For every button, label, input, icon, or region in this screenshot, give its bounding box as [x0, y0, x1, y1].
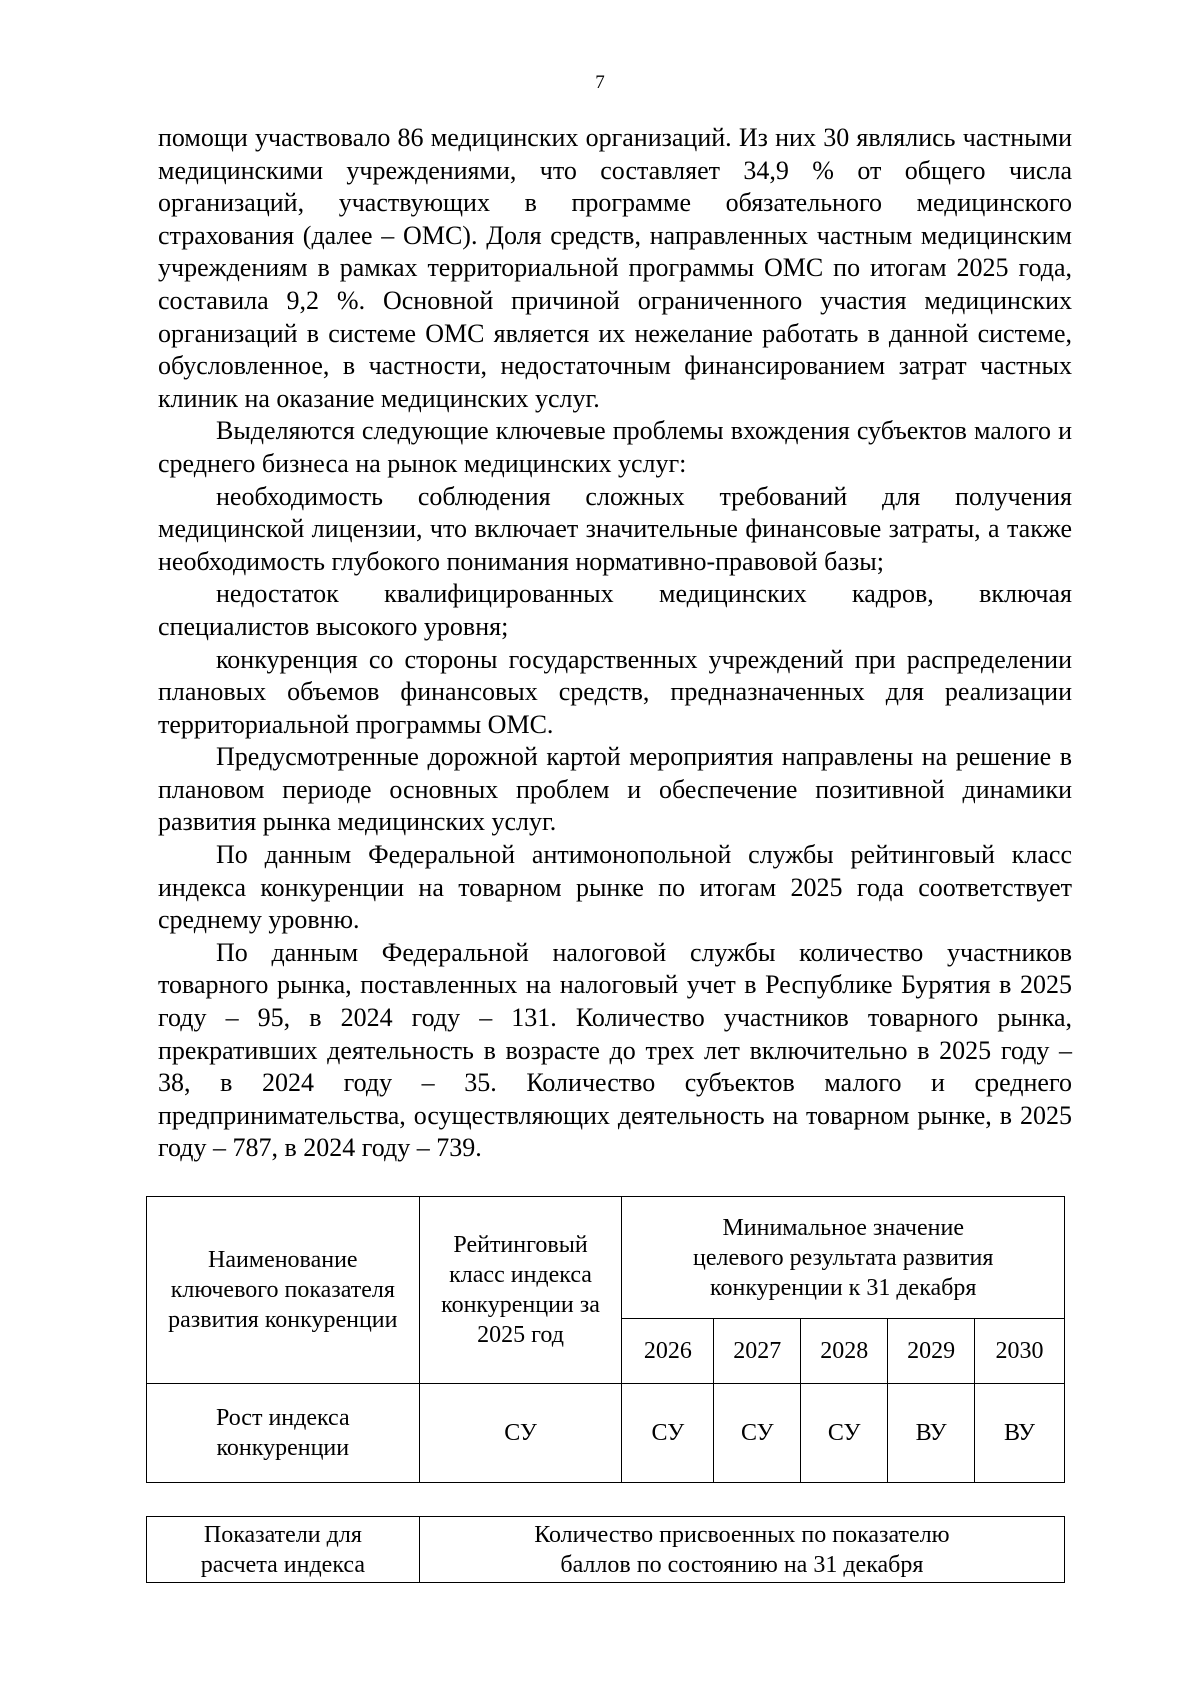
header-indicator-name: Наименование ключевого показателя развития конкуренции	[147, 1197, 420, 1384]
year-cell: 2027	[714, 1319, 801, 1384]
header-min-target-value: Минимальное значение целевого результата развития конкуренции к 31 декабря	[622, 1197, 1065, 1319]
paragraph: По данным Федеральной налоговой службы количество участников товарного рынка, поставленных на налоговый учет в Республике Бурятия в 2025 году – 95, в 2024 году – 131. Количество участников товарного рынка, прекративших деятельность в возрасте до трех лет включительно в 2025 году – 38, в 2024 году – 35. Количество субъектов малого и среднего предпринимательства, осуществляющих деятельность на товарном рынке, в 2025 году – 787, в 2024 году – 739.	[158, 937, 1072, 1163]
year-cell: 2030	[975, 1319, 1065, 1384]
paragraph: По данным Федеральной антимонопольной службы рейтинговый класс индекса конкуренции на товарном рынке по итогам 2025 года соответствует среднему уровню.	[158, 840, 1072, 935]
competition-index-table	[146, 1196, 1065, 1483]
rating-cell: СУ	[419, 1384, 622, 1483]
index-points-table	[146, 1516, 1065, 1583]
list-item: необходимость соблюдения сложных требований для получения медицинской лицензии, что включает значительные финансовые затраты, а также необходимость глубокого понимания нормативно-правовой базы;	[158, 481, 1072, 576]
indicator-name-cell: Рост индекса конкуренции	[147, 1384, 420, 1483]
page-number: 7	[595, 72, 605, 93]
paragraph: Выделяются следующие ключевые проблемы вхождения субъектов малого и среднего бизнеса на рынок медицинских услуг:	[158, 416, 1072, 478]
list-item: недостаток квалифицированных медицинских кадров, включая специалистов высокого уровня;	[158, 579, 1072, 641]
value-cell: ВУ	[975, 1384, 1065, 1483]
table-header-row	[147, 1197, 1065, 1319]
paragraph: Предусмотренные дорожной картой мероприятия направлены на решение в плановом периоде основных проблем и обеспечение позитивной динамики развития рынка медицинских услуг.	[158, 742, 1072, 837]
table-row	[147, 1384, 1065, 1483]
paragraph: помощи участвовало 86 медицинских организаций. Из них 30 являлись частными медицинскими учреждениями, что составляет 34,9 % от общего числа организаций, участвующих в программе обязательного медицинского страхования (далее – ОМС). Доля средств, направленных частным медицинским учреждениям в рамках территориальной программы ОМС по итогам 2025 года, составила 9,2 %. Основной причиной ограниченного участия медицинских организаций в системе ОМС является их нежелание работать в данной системе, обусловленное, в частности, недостаточным финансированием затрат частных клиник на оказание медицинских услуг.	[158, 123, 1072, 413]
list-item: конкуренция со стороны государственных учреждений при распределении плановых объемов финансовых средств, предназначенных для реализации территориальной программы ОМС.	[158, 644, 1072, 739]
header-rating-class: Рейтинговый класс индекса конкуренции за 2025 год	[419, 1197, 622, 1384]
year-cell: 2026	[622, 1319, 714, 1384]
value-cell: ВУ	[888, 1384, 975, 1483]
header-indicators: Показатели для расчета индекса	[147, 1517, 420, 1583]
value-cell: СУ	[622, 1384, 714, 1483]
value-cell: СУ	[801, 1384, 888, 1483]
year-cell: 2028	[801, 1319, 888, 1384]
table-header-row	[147, 1517, 1065, 1583]
header-points: Количество присвоенных по показателю баллов по состоянию на 31 декабря	[419, 1517, 1064, 1583]
value-cell: СУ	[714, 1384, 801, 1483]
year-cell: 2029	[888, 1319, 975, 1384]
body-text	[158, 122, 1072, 1165]
